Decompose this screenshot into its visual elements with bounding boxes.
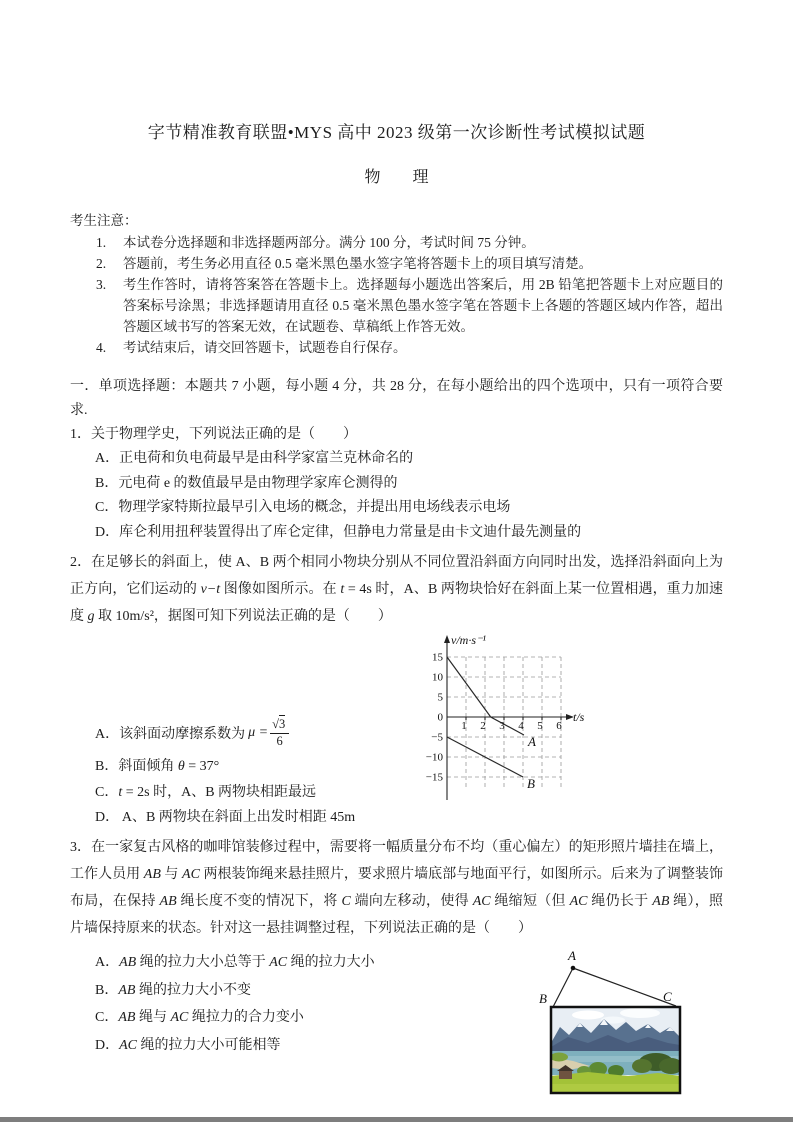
q2-option-c: C．t = 2s 时，A、B 两物块相距最远 xyxy=(95,784,317,800)
label-A: A xyxy=(568,948,576,963)
q1-option-a: A．正电荷和负电荷最早是由科学家富兰克林命名的 xyxy=(95,451,414,466)
q3-option-b: B．AB 绳的拉力大小不变 xyxy=(95,982,251,998)
svg-text:2: 2 xyxy=(480,720,486,732)
rope-AB xyxy=(553,968,573,1007)
notice-item xyxy=(70,274,723,337)
svg-text:B: B xyxy=(527,776,535,791)
velocity-time-graph xyxy=(422,632,672,814)
landscape-photo xyxy=(550,1007,683,1093)
q1-option-b: B．元电荷 e 的数值最早是由物理学家库仑测得的 xyxy=(95,475,398,491)
q1-option-d: D．库仑利用扭秤装置得出了库仑定律，但静电力常量是由卡文迪什最先测量的 xyxy=(95,524,582,540)
svg-text:v/m·s⁻¹: v/m·s⁻¹ xyxy=(451,633,486,647)
q2-stem: 2．在足够长的斜面上，使 A、B 两个相同小物块分别从不同位置沿斜面方向同时出发，选择沿斜面向上为正方向，它们运动的 v−t 图像如图所示。在 t = 4s 时，A、B 两物块恰好在斜面上某一位置相遇，重力加速度 g 取 10m/s²，据图可知下列说法正确的是（ ） xyxy=(70,555,724,624)
svg-text:5: 5 xyxy=(437,691,443,704)
notice-item xyxy=(70,253,723,274)
q3-option-c: C．AB 绳与 AC 绳拉力的合力变小 xyxy=(95,1010,304,1025)
q1-option-c: C．物理学家特斯拉最早引入电场的概念，并提出用电场线表示电场 xyxy=(95,500,511,515)
q2-options-and-graph xyxy=(70,630,723,830)
svg-text:t/s: t/s xyxy=(573,710,585,724)
notice-item-text: 考生作答时，请将答案答在答题卡上。选择题每小题选出答案后，用 2B 铅笔把答题卡上对应题目的答案标号涂黑；非选择题请用直径 0.5 毫米黑色墨水签字笔在答题卡上各题的答题区域内作答，超出答题区域书写的答案无效，在试题卷、草稿纸上作答无效。 xyxy=(123,277,723,334)
notice-item-text: 本试卷分选择题和非选择题两部分。满分 100 分，考试时间 75 分钟。 xyxy=(123,235,535,250)
rope-AC xyxy=(573,968,676,1006)
sqrt3-over-6-fraction: $\frac{√3}{6}$ xyxy=(270,718,289,747)
q1-stem: 1．关于物理学史，下列说法正确的是（ ） xyxy=(70,427,357,442)
radical-sign: √ xyxy=(272,717,279,732)
label-B: B xyxy=(539,991,547,1006)
notice-item xyxy=(70,232,723,253)
section-one-heading: 一．单项选择题：本题共 7 小题，每小题 4 分，共 28 分，在每小题给出的四个选项中，只有一项符合要求. xyxy=(70,379,723,418)
point-A-dot xyxy=(571,966,576,971)
q3-stem: 3．在一家复古风格的咖啡馆装修过程中，需要将一幅质量分布不均（重心偏左）的矩形照片墙挂在墙上，工作人员用 AB 与 AC 两根装饰绳来悬挂照片，要求照片墙底部与地面平行，如图所示。后来为了调整装饰布局，在保持 AB 绳长度不变的情况下，将 C 端向左移动，使得 AC 绳缩短（但 AC 绳仍长于 AB 绳），照片墙保持原来的状态。针对这一悬挂调整过程，下列说法正确的是（ ） xyxy=(70,840,724,936)
notice-item-number: 1. xyxy=(96,235,107,250)
q3-option-d: D．AC 绳的拉力大小可能相等 xyxy=(95,1037,281,1053)
svg-text:A: A xyxy=(527,734,536,749)
svg-text:1: 1 xyxy=(461,720,467,732)
notice-item xyxy=(70,337,723,358)
svg-text:5: 5 xyxy=(537,720,543,732)
svg-text:−15: −15 xyxy=(425,771,443,784)
q2-option-b: B．斜面倾角 θ = 37° xyxy=(95,759,220,774)
notice-item-number: 2. xyxy=(96,256,107,271)
page-bottom-border xyxy=(0,1117,793,1122)
subject-title: 物 理 xyxy=(364,169,429,186)
svg-text:15: 15 xyxy=(432,651,443,664)
photo-wall-figure xyxy=(528,945,686,1102)
q2-option-a-label: A． xyxy=(95,727,120,742)
hanging-photo-diagram xyxy=(528,945,686,1097)
q3-options-and-figure xyxy=(70,942,723,1114)
svg-text:4: 4 xyxy=(518,720,524,732)
label-C: C xyxy=(663,989,672,1004)
notice-section xyxy=(70,210,723,358)
notice-heading: 考生注意： xyxy=(70,213,138,228)
svg-text:−5: −5 xyxy=(431,731,443,744)
q2-option-d: D． A、B 两物块在斜面上出发时相距 45m xyxy=(95,810,356,825)
mu-symbol: μ = xyxy=(248,725,269,740)
svg-text:−10: −10 xyxy=(425,751,443,764)
q2-option-a-text: 该斜面动摩擦系数为 xyxy=(119,727,246,742)
svg-text:10: 10 xyxy=(432,671,443,684)
svg-text:3: 3 xyxy=(499,720,505,732)
notice-item-number: 4. xyxy=(96,340,107,355)
svg-text:6: 6 xyxy=(556,720,562,732)
notice-item-text: 考试结束后，请交回答题卡，试题卷自行保存。 xyxy=(123,340,407,355)
page-title: 字节精准教育联盟•MYS 高中 2023 级第一次诊断性考试模拟试题 xyxy=(147,123,646,142)
notice-item-text: 答题前，考生务必用直径 0.5 毫米黑色墨水签字笔将答题卡上的项目填写清楚。 xyxy=(123,256,593,271)
svg-text:0: 0 xyxy=(437,711,443,724)
notice-item-number: 3. xyxy=(96,277,107,292)
q3-option-a: A．AB 绳的拉力大小总等于 AC 绳的拉力大小 xyxy=(95,955,375,970)
